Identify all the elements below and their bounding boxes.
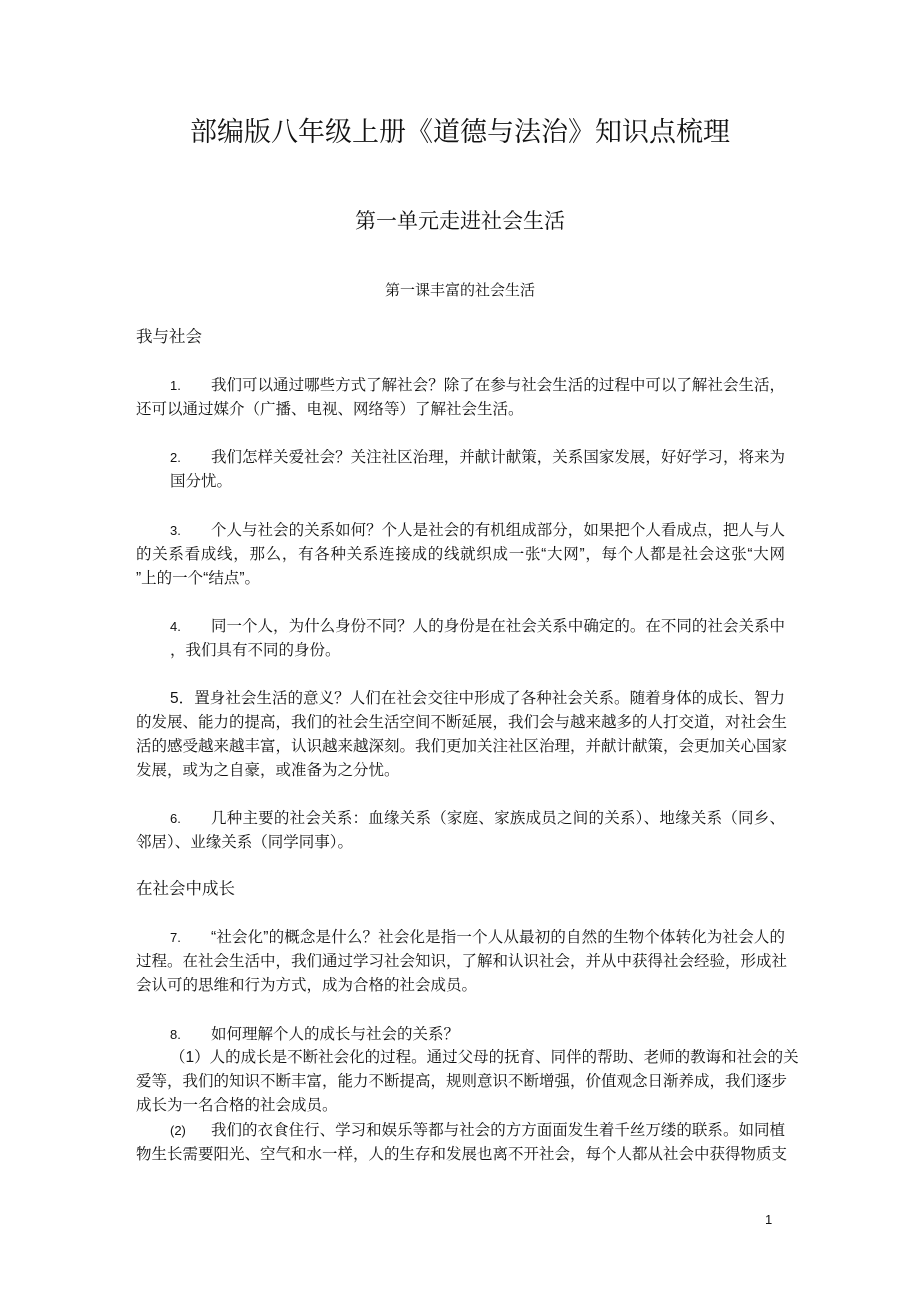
unit-heading: 第一单元走进社会生活 [355,210,565,233]
paragraph-line: 邻居）、业缘关系（同学同事）。 [136,834,354,851]
paragraph-line: 的关系看成线，那么，有各种关系连接成的线就织成一张“大网”，每个人都是社会这张“大网 [136,546,785,563]
section-heading: 我与社会 [136,328,202,346]
paragraph-line: 我们可以通过哪些方式了解社会？除了在参与社会生活的过程中可以了解社会生活， [211,377,785,394]
paragraph-line: 我们怎样关爱社会？关注社区治理，并献计献策，关系国家发展，好好学习，将来为 [211,449,785,466]
paragraph-line: 同一个人，为什么身份不同？人的身份是在社会关系中确定的。在不同的社会关系中 [211,618,785,635]
paragraph-line: 爱等，我们的知识不断丰富，能力不断提高，规则意识不断增强，价值观念日渐养成，我们逐步 [136,1073,788,1090]
item-number: 4. [170,619,181,634]
paragraph-line: 会认可的思维和行为方式，成为合格的社会成员。 [136,977,478,994]
paragraph-line: 国分忧。 [170,473,233,490]
document-title: 部编版八年级上册《道德与法治》知识点梳理 [190,117,730,147]
paragraph-line: 活的感受越来越丰富，认识越来越深刻。我们更加关注社区治理，并献计献策，会更加关心国家 [136,738,788,755]
section-heading: 在社会中成长 [136,880,235,898]
item-number: 7. [170,930,181,945]
paragraph-line: 物生长需要阳光、空气和水一样，人的生存和发展也离不开社会，每个人都从社会中获得物质支 [136,1146,788,1163]
item-number: 2. [170,450,181,465]
item-number: (2) [170,1123,186,1138]
paragraph-line: 个人与社会的关系如何？个人是社会的有机组成部分，如果把个人看成点，把人与人 [211,522,785,539]
paragraph-line: “社会化”的概念是什么？社会化是指一个人从最初的自然的生物个体转化为社会人的 [211,929,785,946]
paragraph-line: 5．置身社会生活的意义？人们在社会交往中形成了各种社会关系。随着身体的成长、智力 [170,690,785,707]
paragraph-line: 的发展、能力的提高，我们的社会生活空间不断延展，我们会与越来越多的人打交道，对社会生 [136,714,788,731]
paragraph-line: （1）人的成长是不断社会化的过程。通过父母的抚育、同伴的帮助、老师的教诲和社会的关 [170,1049,799,1066]
lesson-heading: 第一课丰富的社会生活 [384,282,535,299]
paragraph-line: ”上的一个“结点”。 [136,570,260,587]
paragraph-line: 还可以通过媒介（广播、电视、网络等）了解社会生活。 [136,401,524,418]
paragraph-line: ，我们具有不同的身份。 [170,642,341,659]
paragraph-line: 发展，或为之自豪，或准备为之分忧。 [136,762,400,779]
paragraph-line: 我们的衣食住行、学习和娱乐等都与社会的方方面面发生着千丝万缕的联系。如同植 [211,1122,785,1139]
item-number: 8. [170,1027,181,1042]
item-number: 3. [170,523,181,538]
paragraph-line: 成长为一名合格的社会成员。 [136,1097,338,1114]
paragraph-line: 如何理解个人的成长与社会的关系？ [211,1026,460,1043]
paragraph-line: 过程。在社会生活中，我们通过学习社会知识，了解和认识社会，并从中获得社会经验，形成社 [136,953,788,970]
item-number: 6. [170,811,181,826]
item-number: 1. [170,378,181,393]
paragraph-line: 几种主要的社会关系：血缘关系（家庭、家族成员之间的关系）、地缘关系（同乡、 [211,810,785,827]
page-number: 1 [765,1212,773,1227]
